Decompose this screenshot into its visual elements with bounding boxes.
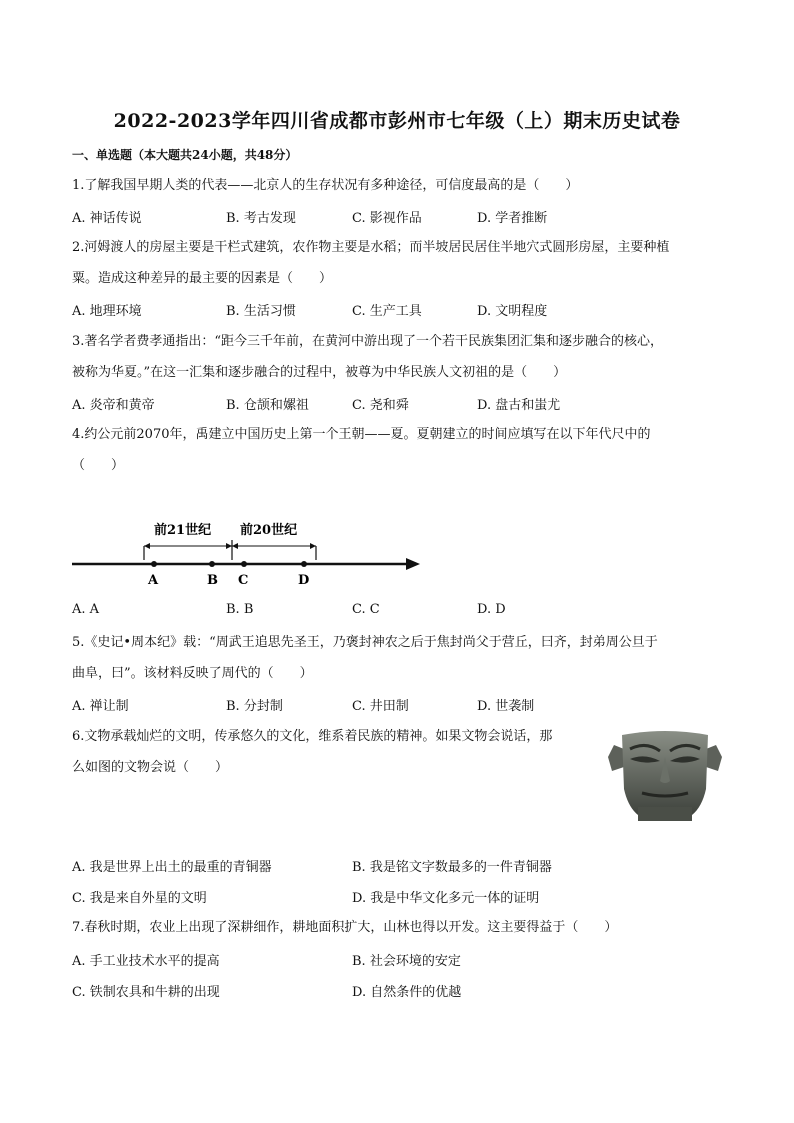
option-c[interactable]: C. 铁制农具和牛耕的出现 <box>72 985 220 1000</box>
option-c[interactable]: C. C <box>352 602 380 617</box>
option-a[interactable]: A. A <box>72 602 100 617</box>
question-1-options <box>72 207 722 229</box>
point-a <box>151 561 157 567</box>
point-d <box>301 561 307 567</box>
question-4-options <box>72 602 722 624</box>
option-a[interactable]: A. 禅让制 <box>72 699 129 714</box>
exam-title: 2022-2023学年四川省成都市彭州市七年级（上）期末历史试卷 <box>113 110 681 132</box>
section-heading: 一、单选题（本大题共24小题，共48分） <box>72 148 298 162</box>
question-5-stem-line2: 曲阜，曰”。该材料反映了周代的（ ） <box>72 666 313 681</box>
option-a[interactable]: A. 炎帝和黄帝 <box>72 398 155 413</box>
question-6-stem-line2: 么如图的文物会说（ ） <box>72 760 229 775</box>
arrow-head-icon <box>310 543 316 549</box>
option-d[interactable]: D. 我是中华文化多元一体的证明 <box>352 891 540 906</box>
option-a[interactable]: A. 神话传说 <box>72 211 142 226</box>
question-2-stem-line2: 粟。造成这种差异的最主要的因素是（ ） <box>72 271 333 286</box>
question-3-stem-line2: 被称为华夏。”在这一汇集和逐步融合的过程中，被尊为中华民族人文初祖的是（ ） <box>72 365 567 380</box>
option-c[interactable]: C. 尧和舜 <box>352 398 409 413</box>
question-5-stem-line1: 5.《史记•周本纪》载：“周武王追思先圣王，乃褒封神农之后于焦封尚父于营丘，曰齐，封弟周公旦于 <box>72 635 658 650</box>
option-b[interactable]: B. 我是铭文字数最多的一件青铜器 <box>352 860 552 875</box>
question-4-stem-line2: （ ） <box>72 458 125 473</box>
question-5-options <box>72 695 722 717</box>
arrow-head-icon <box>232 543 238 549</box>
arrow-head-icon <box>226 543 232 549</box>
question-3-stem-line1: 3.著名学者费孝通指出：“距今三千年前，在黄河中游出现了一个若干民族集团汇集和逐步融合的核心， <box>72 334 664 349</box>
label-21st-century-bc: 前21世纪 <box>154 523 212 538</box>
bronze-mask-relic-image <box>606 727 724 823</box>
option-d[interactable]: D. 学者推断 <box>477 211 548 226</box>
option-c[interactable]: C. 井田制 <box>352 699 409 714</box>
question-7-stem: 7.春秋时期，农业上出现了深耕细作，耕地面积扩大，山林也得以开发。这主要得益于（ ） <box>72 920 618 935</box>
option-b[interactable]: B. 分封制 <box>226 699 283 714</box>
question-2-stem-line1: 2.河姆渡人的房屋主要是干栏式建筑，农作物主要是水稻；而半坡居民居住半地穴式圆形房屋，主要种植 <box>72 240 670 255</box>
option-b[interactable]: B. B <box>226 602 254 617</box>
question-6-stem-line1: 6.文物承载灿烂的文明，传承悠久的文化，维系着民族的精神。如果文物会说话，那 <box>72 729 553 744</box>
mask-left-ear <box>608 745 624 771</box>
option-d[interactable]: D. 自然条件的优越 <box>352 985 462 1000</box>
arrow-head-icon <box>144 543 150 549</box>
question-2-options <box>72 300 722 322</box>
option-d[interactable]: D. 文明程度 <box>477 304 548 319</box>
point-d-label: D <box>298 573 310 588</box>
label-20th-century-bc: 前20世纪 <box>240 523 298 538</box>
option-a[interactable]: A. 手工业技术水平的提高 <box>72 954 220 969</box>
point-c-label: C <box>238 573 249 588</box>
axis-arrow-icon <box>406 558 420 570</box>
point-c <box>241 561 247 567</box>
option-b[interactable]: B. 仓颉和嫘祖 <box>226 398 309 413</box>
option-c[interactable]: C. 生产工具 <box>352 304 422 319</box>
question-4-stem-line1: 4.约公元前2070年，禹建立中国历史上第一个王朝——夏。夏朝建立的时间应填写在以下年代尺中的 <box>72 427 651 442</box>
question-7-options-row2 <box>72 981 722 1003</box>
option-c[interactable]: C. 我是来自外星的文明 <box>72 891 207 906</box>
question-1-stem: 1.了解我国早期人类的代表——北京人的生存状况有多种途径，可信度最高的是（ ） <box>72 178 579 193</box>
question-6-options-row2 <box>72 887 722 909</box>
option-c[interactable]: C. 影视作品 <box>352 211 422 226</box>
mask-right-ear <box>706 745 722 771</box>
point-b <box>209 561 215 567</box>
option-a[interactable]: A. 我是世界上出土的最重的青铜器 <box>72 860 272 875</box>
option-b[interactable]: B. 社会环境的安定 <box>352 954 461 969</box>
timeline-ruler <box>60 510 430 590</box>
option-d[interactable]: D. 世袭制 <box>477 699 535 714</box>
point-a-label: A <box>148 573 159 588</box>
option-a[interactable]: A. 地理环境 <box>72 304 142 319</box>
question-3-options <box>72 394 722 416</box>
question-6-options-row1 <box>72 856 722 878</box>
question-7-options-row1 <box>72 950 722 972</box>
mask-neck <box>638 807 692 821</box>
point-b-label: B <box>207 573 218 588</box>
option-b[interactable]: B. 考古发现 <box>226 211 296 226</box>
option-d[interactable]: D. D <box>477 602 506 617</box>
option-d[interactable]: D. 盘古和蚩尤 <box>477 398 561 413</box>
option-b[interactable]: B. 生活习惯 <box>226 304 296 319</box>
